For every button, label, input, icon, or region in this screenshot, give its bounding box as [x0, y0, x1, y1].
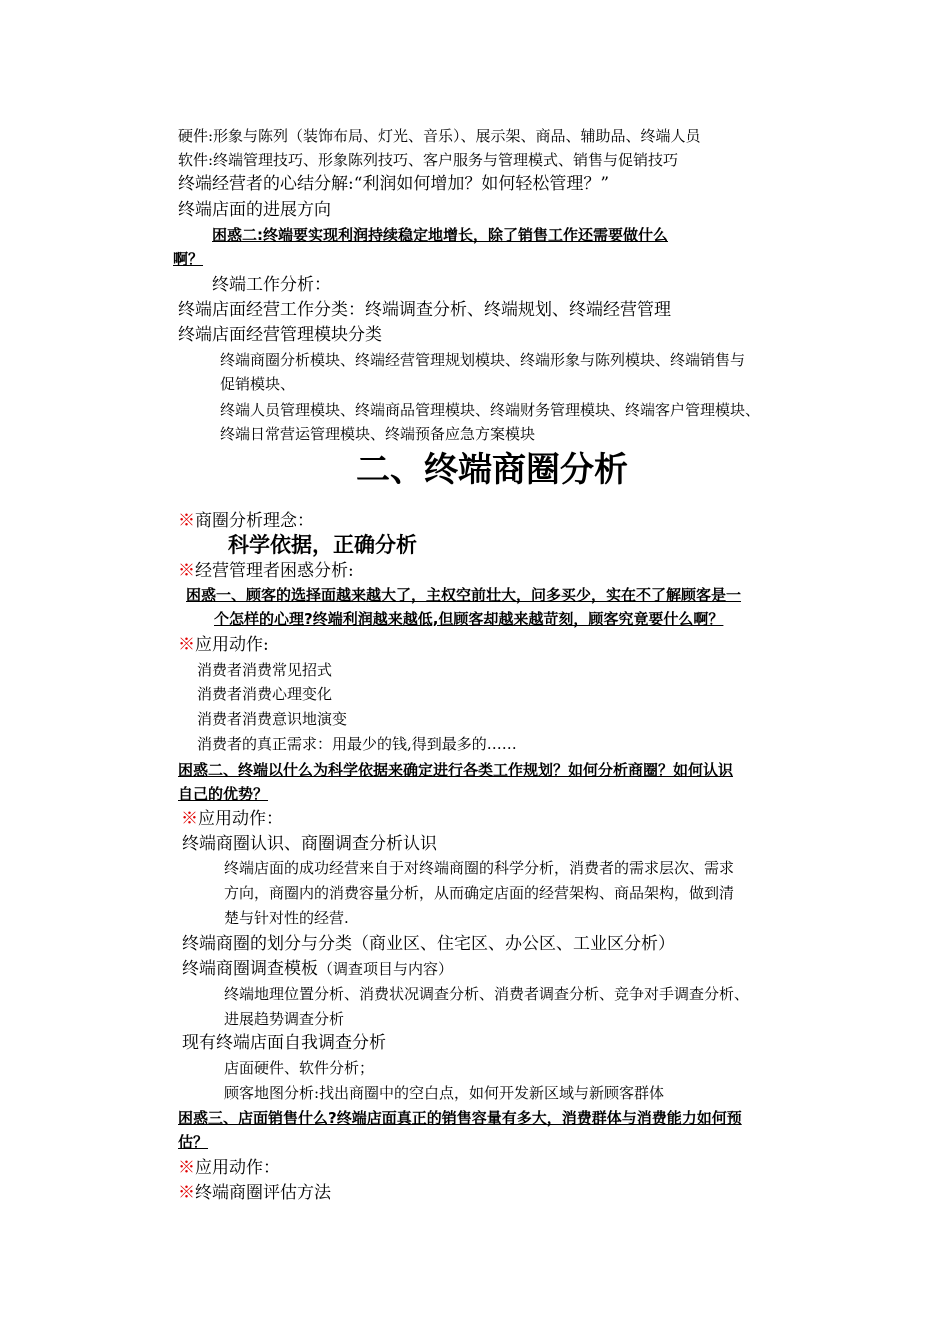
puzzle-analysis-line	[178, 561, 354, 581]
survey-items-line1: 终端地理位置分析、消费状况调查分析、消费者调查分析、竞争对手调查分析、	[224, 985, 750, 1003]
concept-slogan: 科学依据，正确分析	[228, 533, 417, 557]
puzzle2b-heading-line2: 自己的优势？	[178, 785, 269, 803]
module-class-line: 终端店面经营管理模块分类	[178, 325, 382, 345]
circle-paragraph-line3: 楚与针对性的经营.	[224, 909, 349, 927]
self-survey-item: 顾客地图分析:找出商圈中的空白点，如何开发新区域与新顾客群体	[224, 1084, 665, 1102]
concept-line	[178, 511, 314, 531]
survey-template-note: （调查项目与内容）	[318, 960, 454, 978]
knot-line: 终端经营者的心结分解:“利润如何增加？如何轻松管理？”	[178, 174, 610, 194]
work-class-line: 终端店面经营工作分类：终端调查分析、终端规划、终端经营管理	[178, 300, 671, 320]
survey-template-label: 终端商圈调查模板	[182, 959, 318, 979]
survey-items-line2: 进展趋势调查分析	[224, 1010, 345, 1028]
action1-item: 消费者消费常见招式	[197, 661, 333, 679]
survey-template-line	[182, 959, 453, 979]
action1-item: 消费者的真正需求：用最少的钱,得到最多的……	[197, 735, 517, 753]
concept-label: 商圈分析理念：	[195, 511, 314, 531]
self-survey-line: 现有终端店面自我调查分析	[182, 1033, 386, 1053]
circle-paragraph-line1: 终端店面的成功经营来自于对终端商圈的科学分析，消费者的需求层次、需求	[224, 859, 735, 877]
work-analysis-line: 终端工作分析：	[212, 275, 331, 295]
reference-mark-icon: ※	[178, 1158, 195, 1178]
puzzle2-heading-line2: 啊？	[173, 250, 204, 268]
section2-title: 二、终端商圈分析	[356, 450, 628, 490]
action1-item: 消费者消费意识地演变	[197, 710, 348, 728]
hardware-line: 硬件:形象与陈列（装饰布局、灯光、音乐）、展示架、商品、辅助品、终端人员	[178, 127, 701, 145]
evaluate-line	[178, 1183, 331, 1203]
action2-line	[181, 809, 283, 829]
action3-label: 应用动作：	[195, 1158, 280, 1178]
puzzle2b-heading-line1: 困惑二、终端以什么为科学依据来确定进行各类工作规划？如何分析商圈？如何认识	[178, 761, 734, 779]
action2-label: 应用动作：	[198, 809, 283, 829]
puzzle1-heading-line2: 个怎样的心理?终端利润越来越低,但顾客却越来越苛刻，顾客究竟要什么啊？	[214, 610, 724, 628]
evaluate-label: 终端商圈评估方法	[195, 1183, 331, 1203]
puzzle1-heading-line1: 困惑一、顾客的选择面越来越大了，主权空前壮大，问多买少，实在不了解顾客是一	[186, 586, 742, 604]
modules-line2: 促销模块、	[220, 375, 296, 393]
puzzle-analysis-label: 经营管理者困惑分析:	[195, 561, 354, 581]
puzzle3-heading-line1: 困惑三、店面销售什么?终端店面真正的销售容量有多大，消费群体与消费能力如何预	[178, 1109, 742, 1127]
circle-paragraph-line2: 方向，商圈内的消费容量分析，从而确定店面的经营架构、商品架构，做到清	[224, 884, 735, 902]
action1-item: 消费者消费心理变化	[197, 685, 333, 703]
reference-mark-icon: ※	[178, 561, 195, 581]
reference-mark-icon: ※	[178, 511, 195, 531]
modules-line1: 终端商圈分析模块、终端经营管理规划模块、终端形象与陈列模块、终端销售与	[220, 351, 746, 369]
action3-line	[178, 1158, 280, 1178]
reference-mark-icon: ※	[178, 1183, 195, 1203]
puzzle2-heading-line1: 困惑二:终端要实现利润持续稳定地增长，除了销售工作还需要做什么	[212, 226, 669, 244]
circle-recognize-line: 终端商圈认识、商圈调查分析认识	[182, 834, 437, 854]
self-survey-item: 店面硬件、软件分析；	[224, 1059, 375, 1077]
reference-mark-icon: ※	[181, 809, 198, 829]
software-line: 软件:终端管理技巧、形象陈列技巧、客户服务与管理模式、销售与促销技巧	[178, 151, 679, 169]
modules-line3: 终端人员管理模块、终端商品管理模块、终端财务管理模块、终端客户管理模块、	[220, 401, 761, 419]
modules-line4: 终端日常营运管理模块、终端预备应急方案模块	[220, 425, 536, 443]
puzzle3-heading-line2: 估？	[178, 1133, 209, 1151]
action1-label: 应用动作:	[195, 635, 269, 655]
action1-line	[178, 635, 269, 655]
circle-division-line: 终端商圈的划分与分类（商业区、住宅区、办公区、工业区分析）	[182, 934, 675, 954]
reference-mark-icon: ※	[178, 635, 195, 655]
direction-line: 终端店面的进展方向	[178, 200, 331, 220]
